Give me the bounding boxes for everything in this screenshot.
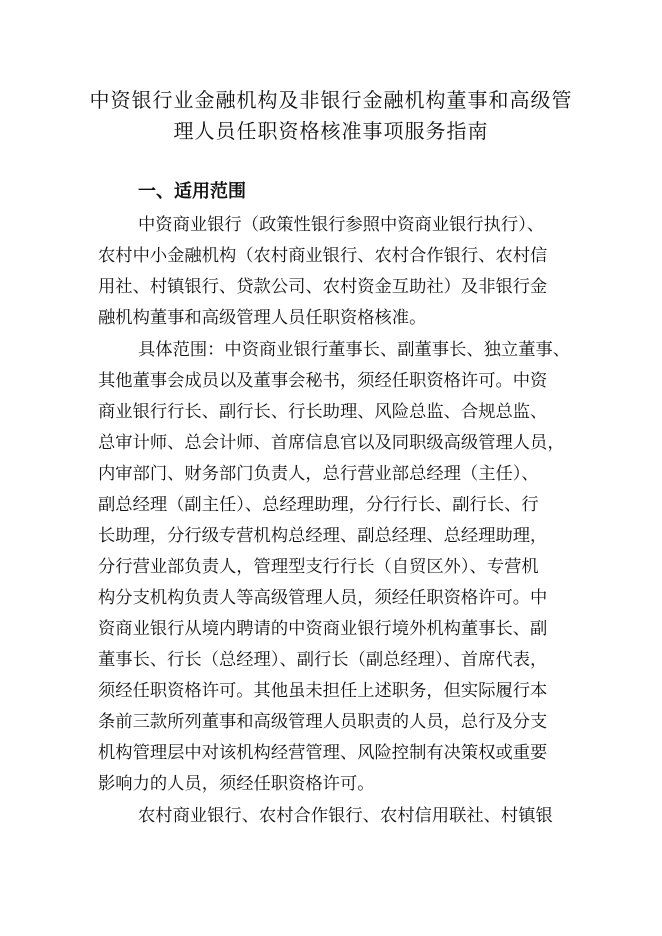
paragraph-line: 构分支机构负责人等高级管理人员，须经任职资格许可。中 [98,588,548,608]
document-title-line-1: 中资银行业金融机构及非银行金融机构董事和高级管 [89,88,573,112]
paragraph-line: 农村中小金融机构（农村商业银行、农村合作银行、农村信 [98,246,548,266]
paragraph-line: 副总经理（副主任）、总经理助理，分行行长、副行长、行 [98,495,539,515]
paragraph-line: 长助理，分行级专营机构总经理、副总经理、总经理助理， [98,526,548,546]
paragraph-line: 机构管理层中对该机构经营管理、风险控制有决策权或重要 [98,743,548,763]
paragraph-line: 商业银行行长、副行长、行长助理、风险总监、合规总监、 [98,402,548,422]
paragraph-line: 具体范围：中资商业银行董事长、副董事长、独立董事、 [138,340,571,360]
paragraph-line: 中资商业银行（政策性银行参照中资商业银行执行）、 [138,215,545,235]
paragraph-line: 内审部门、财务部门负责人，总行营业部总经理（主任）、 [98,464,539,484]
paragraph-line: 分行营业部负责人，管理型支行行长（自贸区外）、专营机 [98,557,539,577]
paragraph-line: 资商业银行从境内聘请的中资商业银行境外机构董事长、副 [98,619,548,639]
document-title-line-2: 理人员任职资格核准事项服务指南 [173,119,489,143]
paragraph-line: 条前三款所列董事和高级管理人员职责的人员，总行及分支 [98,712,548,732]
paragraph-line: 农村商业银行、农村合作银行、农村信用联社、村镇银 [138,806,553,826]
section-heading: 一、适用范围 [138,181,246,202]
paragraph-line: 融机构董事和高级管理人员任职资格核准。 [98,308,427,328]
paragraph-line: 董事长、行长（总经理）、副行长（副总经理）、首席代表， [98,650,548,670]
paragraph-line: 须经任职资格许可。其他虽未担任上述职务，但实际履行本 [98,681,548,701]
paragraph-line: 其他董事会成员以及董事会秘书，须经任职资格许可。中资 [98,371,548,391]
paragraph-line: 总审计师、总会计师、首席信息官以及同职级高级管理人员， [98,433,565,453]
paragraph-line: 用社、村镇银行、贷款公司、农村资金互助社）及非银行金 [98,277,548,297]
paragraph-line: 影响力的人员，须经任职资格许可。 [98,774,375,794]
